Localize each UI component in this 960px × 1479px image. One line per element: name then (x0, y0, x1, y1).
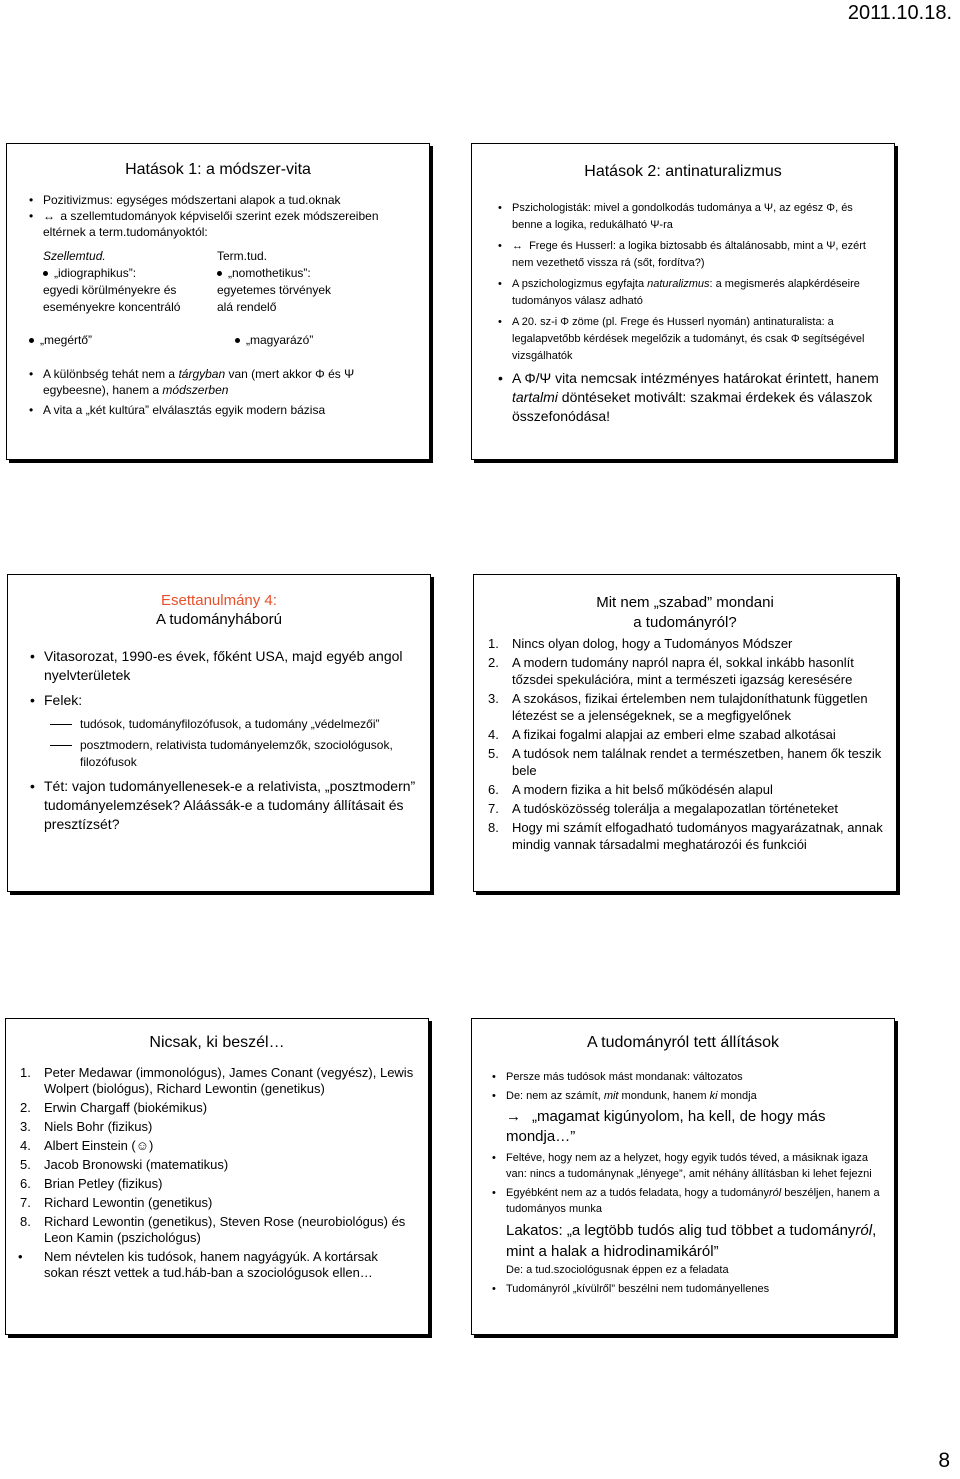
right-arrow-icon: → (506, 1108, 521, 1125)
item-text: Niels Bohr (fizikus) (44, 1119, 153, 1134)
title-line: a tudományról? (633, 614, 737, 631)
quote-text: , mint a halak a hidrodinamikáról” (506, 1222, 877, 1260)
quote-line (490, 1107, 890, 1147)
item-number: 1. (488, 636, 499, 651)
bullet-text: a szellemtudományok képviselői szerint ezek módszereiben eltérnek a term.tudományoktól: (43, 209, 379, 239)
bullet (496, 314, 886, 365)
bullet-text: Vitasorozat, 1990-es évek, főként USA, majd egyéb angol nyelvterületek (44, 648, 403, 683)
slide-1 (6, 143, 430, 460)
bullet (27, 192, 417, 208)
header-date: 2011.10.18. (847, 2, 952, 24)
column-text: alá rendelő (217, 300, 277, 314)
item-number: 1. (20, 1065, 31, 1080)
bullet-text: Felek: (44, 692, 83, 708)
bullet-emphasis: tárgyban (178, 367, 226, 381)
list-item (484, 781, 889, 798)
item-text: Richard Lewontin (genetikus), Steven Rose (neurobiológus) és Leon Kamin (pszichológus) (44, 1214, 406, 1245)
list-item (16, 1138, 416, 1154)
slide-5-body (16, 1065, 416, 1284)
slide-4-body (484, 635, 889, 855)
bullet-text: mondunk, hanem (618, 1090, 710, 1102)
slide-5 (5, 1018, 429, 1335)
dot-label: „magyarázó” (246, 333, 314, 347)
column-heading: Term.tud. (217, 249, 268, 263)
bullet (496, 200, 886, 234)
bullet-text: Egyébként nem az a tudós feladata, hogy a tudomány (506, 1187, 769, 1199)
item-number: 6. (488, 782, 499, 797)
bullet-emphasis: ki (709, 1090, 718, 1102)
slide-4-title (474, 593, 896, 633)
column-text: „nomothetikus”: (228, 266, 311, 280)
bullet (28, 777, 418, 834)
item-number: 8. (488, 820, 499, 835)
item-number: 7. (488, 801, 499, 816)
slide-3-title (8, 591, 430, 629)
sub-item: tudósok, tudományfilozófusok, a tudomány „védelmezői” (44, 716, 418, 733)
bullet-text: döntéseket motivált: szakmai érdekek és válaszok összefonódása! (512, 389, 873, 424)
case-study-label: Esettanulmány 4: (161, 592, 277, 609)
list-item (16, 1176, 416, 1192)
bullet (16, 1249, 416, 1281)
item-text: A tudósok nem találnak rendet a természetben, hanem ők teszik bele (512, 746, 882, 778)
list-item (16, 1065, 416, 1097)
item-text: A modern tudomány napról napra él, sokkal inkább hasonlít tőzsdei spekulációra, mint a természeti igazság keresésére (512, 655, 854, 687)
column-humanities (43, 248, 203, 316)
item-text: Hogy mi számít elfogadható tudományos magyarázatnak, annak mindig vannak társadalmi meghatározói és funkciói (512, 820, 883, 852)
numbered-list (484, 635, 889, 853)
list-item (484, 654, 889, 688)
bullet-text: De: nem az számít, (506, 1090, 604, 1102)
item-number: 3. (20, 1119, 31, 1134)
list-item (16, 1195, 416, 1211)
bullet (496, 369, 886, 426)
bullet-text: A Φ/Ψ vita nemcsak intézményes határokat érintett, hanem (512, 370, 879, 386)
list-item (16, 1214, 416, 1246)
list-item (484, 745, 889, 779)
slide-5-title: Nicsak, ki beszél… (149, 1034, 285, 1051)
item-text: Nincs olyan dolog, hogy a Tudományos Módszer (512, 636, 793, 651)
bullet (28, 647, 418, 685)
bullet-text: Tét: vajon tudományellenesek-e a relativista, „posztmodern” tudományelemzések? Aláássák-e a tudomány állításait és presztízsét? (44, 778, 416, 832)
bullet-text: Tudományról „kívülről” beszélni nem tudományellenes (506, 1283, 770, 1295)
bullet (490, 1185, 890, 1217)
bullet-text: A vita a „két kultúra” elválasztás egyik modern bázisa (43, 403, 326, 417)
bullet (28, 691, 418, 771)
list-item (16, 1119, 416, 1135)
bullet-text: van (mert akkor Φ és Ψ egybeesne), hanem a (43, 367, 355, 397)
item-number: 5. (20, 1157, 31, 1172)
item-text: A tudósközösség tolerálja a megalapozatlan történeteket (512, 801, 838, 816)
bullet (490, 1150, 890, 1182)
numbered-list (16, 1065, 416, 1246)
page-number: 8 (938, 1449, 950, 1472)
dot-icon (235, 338, 240, 343)
bullet (27, 402, 417, 418)
quote-text: Lakatos: „a legtöbb tudós alig tud többet a tudomány (506, 1222, 856, 1239)
slide-6-title: A tudományról tett állítások (586, 1034, 780, 1051)
bullet-text: mondja (717, 1090, 757, 1102)
list-item (484, 690, 889, 724)
column-text: eseményekre koncentráló (43, 300, 181, 314)
item-text: A fizikai fogalmi alapjai az emberi elme szabad alkotásai (512, 727, 836, 742)
slide-2-body (496, 200, 886, 430)
item-text: Albert Einstein (☺) (44, 1138, 154, 1153)
quote-text: „magamat kigúnyolom, ha kell, de hogy más mondja…” (506, 1108, 826, 1145)
item-text: Erwin Chargaff (biokémikus) (44, 1100, 208, 1115)
bullet-emphasis: naturalizmus (647, 278, 710, 290)
bullet-text: A különbség tehát nem a (43, 367, 179, 381)
item-text: A szokásos, fizikai értelemben nem tulajdoníthatunk független létezést se a jelenségeknek, se a megfigyelőnek (512, 691, 868, 723)
item-number: 4. (20, 1138, 31, 1153)
bullet (490, 1088, 890, 1104)
item-number: 2. (488, 655, 499, 670)
list-item (16, 1100, 416, 1116)
slide-6-body (490, 1069, 890, 1300)
bullet-text: Frege és Husserl: a logika biztosabb és általánosabb, mint a Ψ, ezért nem vezethető vissza rá (sőt, fordítva?) (512, 240, 866, 269)
item-text: Richard Lewontin (genetikus) (44, 1195, 213, 1210)
slide-6 (471, 1018, 895, 1335)
item-number: 5. (488, 746, 499, 761)
bullet (27, 366, 417, 398)
double-arrow-icon: ↔ (43, 209, 55, 223)
bullet-text: beszéljen, hanem a tudományos munka (506, 1187, 880, 1215)
slide-3 (7, 574, 431, 892)
column-text: egyetemes törvények (217, 283, 332, 297)
title-line: Mit nem „szabad” mondani (596, 594, 774, 611)
quote-emphasis: ról (855, 1222, 873, 1239)
dot-row (27, 332, 417, 352)
bullet (490, 1069, 890, 1085)
column-heading: Szellemtud. (43, 249, 106, 263)
item-text: Brian Petley (fizikus) (44, 1176, 163, 1191)
bullet-text: Nem névtelen kis tudósok, hanem nagyágyúk. A kortársak sokan részt vettek a tud.háb-ban a szociológusok ellen… (44, 1249, 378, 1280)
bullet-text: A 20. sz-i Φ zöme (pl. Frege és Husserl nyomán) antinaturalista: a legalapvetőbb kérdések megelőzik a tudományt, és csak Φ segítségével vizsgálhatók (512, 316, 865, 362)
sub-list (44, 716, 418, 771)
lakatos-quote (490, 1220, 890, 1262)
bullet-emphasis: módszerben (162, 383, 229, 397)
slide-3-body (28, 647, 418, 834)
de-line: De: a tud.szociológusnak éppen ez a feladata (506, 1264, 729, 1276)
bullet-emphasis: ról (768, 1187, 782, 1199)
slide-2 (471, 143, 895, 460)
list-item (484, 726, 889, 743)
bullet-text: A pszichologizmus egyfajta (512, 278, 648, 290)
item-text: A modern fizika a hit belső működésén alapul (512, 782, 773, 797)
list-item (484, 635, 889, 652)
column-natural-sciences (217, 248, 417, 316)
column-text: „idiographikus”: (54, 266, 137, 280)
sub-item: posztmodern, relativista tudományelemzők, szociológusok, filozófusok (44, 737, 418, 771)
list-item (484, 819, 889, 853)
comparison-columns (27, 248, 417, 332)
bullet-text: : a megismerés alapkérdéseire tudományos válasz adható (512, 278, 860, 307)
dot-icon (43, 271, 48, 276)
bullet-text: Pszichologisták: mivel a gondolkodás tudománya a Ψ, az egész Φ, és benne a logika, redukálható Ψ-ra (512, 202, 853, 231)
bullet (496, 238, 886, 272)
slide-4 (473, 574, 897, 892)
bullet (27, 208, 417, 240)
list-item (16, 1157, 416, 1173)
slide-2-title: Hatások 2: antinaturalizmus (584, 163, 782, 180)
bullet-text: Persze más tudósok mást mondanak: változatos (506, 1071, 743, 1083)
bullet (496, 276, 886, 310)
item-number: 6. (20, 1176, 31, 1191)
list-item (484, 800, 889, 817)
bullet-emphasis: mit (603, 1090, 619, 1102)
bullet-text: Pozitivizmus: egységes módszertani alapok a tud.oknak (43, 193, 341, 207)
item-text: Peter Medawar (immonológus), James Conant (vegyész), Lewis Wolpert (biológus), Richard Lewontin (genetikus) (44, 1065, 414, 1096)
slide-1-body (27, 192, 417, 418)
item-number: 4. (488, 727, 499, 742)
double-arrow-icon: ↔ (512, 240, 523, 252)
item-number: 7. (20, 1195, 31, 1210)
column-text: egyedi körülményekre és (43, 283, 177, 297)
item-text: Jacob Bronowski (matematikus) (44, 1157, 229, 1172)
item-number: 3. (488, 691, 499, 706)
bullet-emphasis: tartalmi (512, 389, 558, 405)
dot-icon (29, 338, 34, 343)
dot-label: „megértő” (40, 333, 93, 347)
case-study-title: A tudományháború (156, 611, 282, 628)
bullet (490, 1281, 890, 1297)
bullet-text: Feltéve, hogy nem az a helyzet, hogy egyik tudós téved, a másiknak igaza van: nincs a tudománynak „lényege”, amit néhány állításban ki lehet fejezni (506, 1152, 872, 1180)
slide-1-title: Hatások 1: a módszer-vita (125, 161, 311, 178)
item-number: 8. (20, 1214, 31, 1229)
item-number: 2. (20, 1100, 31, 1115)
dot-icon (217, 271, 222, 276)
